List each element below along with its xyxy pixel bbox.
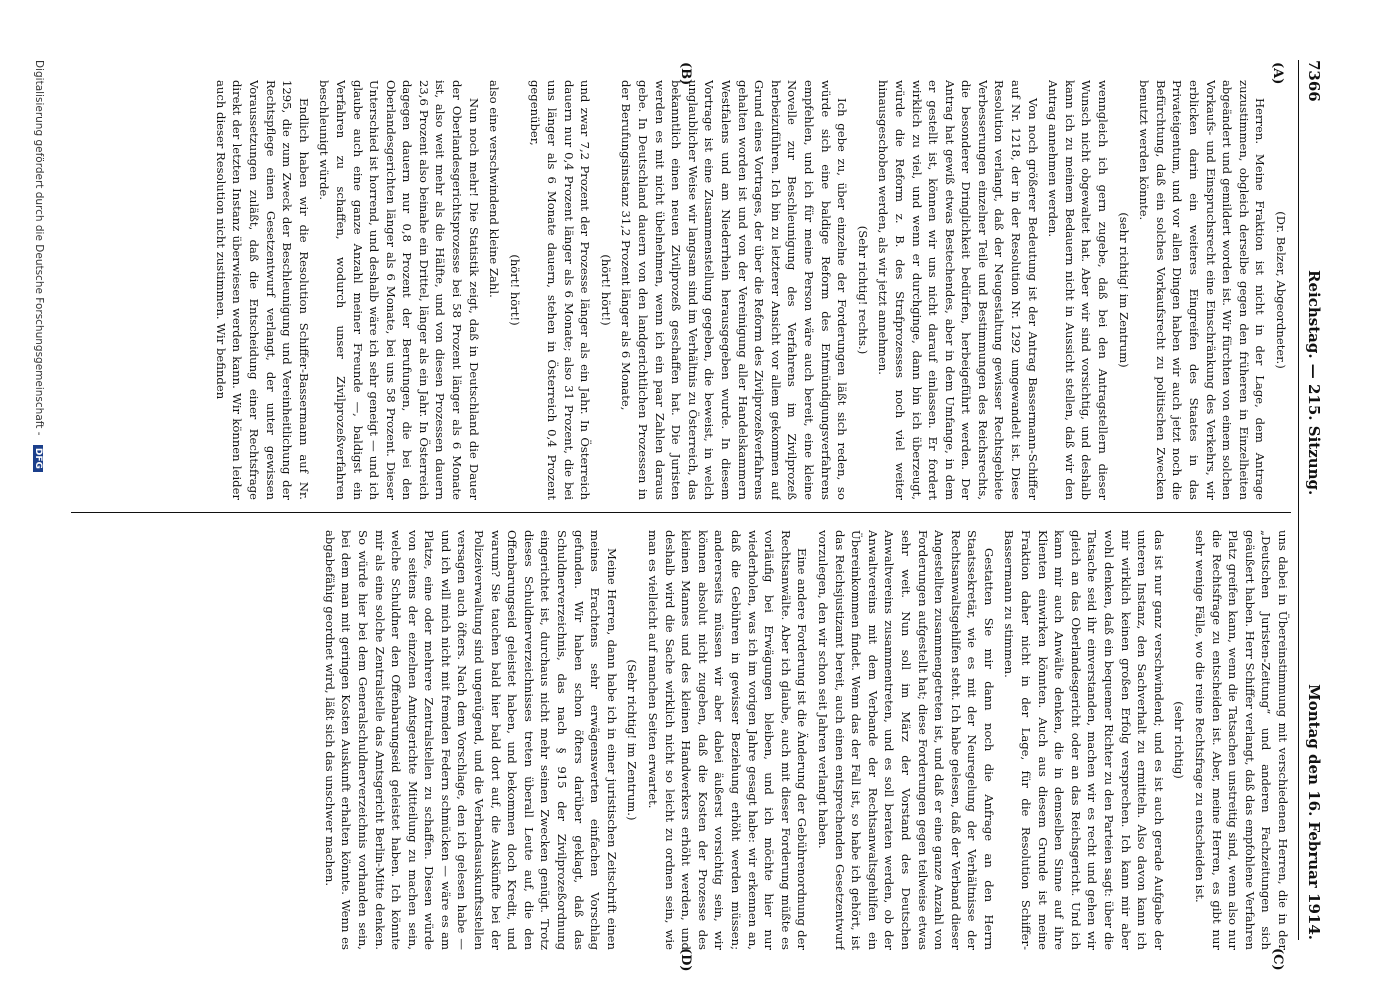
paragraph: wenngleich ich gern zugebe, daß bei den Antragstellern dieser Wunsch nicht obgewaltet hat. Aber wir sind vorsichtig, und deshalb kann ich zu meinem Bedauern nicht in Aussicht stellen, daß wir den Antrag annehmen werden. bbox=[1046, 80, 1111, 500]
paragraph: Von noch größerer Bedeutung ist der Antrag Bassermann-Schiffer auf Nr. 1218, der in der Resolution Nr. 1292 umgewandelt ist. Diese Resolution verlangt, daß der Neugestaltung gewisser Rechtsgebiete Verbesserungen einzelner Teile und Bestimmungen des Reichsrechts, die besonderer Dringlichkeit bedürfen, herbeigeführt werden. Der Antrag hat gewiß etwas Bestechendes, aber in dem Umfange, in dem er gestellt ist, können wir uns nicht darauf einlassen. Er fordert wirklich zu viel, und wenn er durchginge, dann bin ich überzeugt, würde die Reform z. B. des Strafprozesses noch viel weiter hinausgeschoben werden, als wir jetzt annehmen. bbox=[876, 80, 1040, 500]
paragraph: Gestatten Sie mir dann noch die Anfrage an den Herrn Staatssekretär, wie es mit der Neuregelung der Verhältnisse der Rechtsanwaltsgehilfen steht. Ich habe gelesen, daß der Verband dieser Angestellten zusammengetreten ist, und daß er eine ganze Anzahl von Forderungen aufgestellt hat; diese Forderungen gegen teilweise etwas sehr weit. Nun soll im März der Vorstand des Deutschen Anwaltvereins zusammentreten, und es soll beraten werden, ob der Anwaltvereins mit dem Verbande der Rechtsanwaltsgehilfen ein Übereinkommen findet. Wenn das der Fall ist, so habe ich gehört, ist das Reichsjustizamt bereit, auch einen entsprechenden Gesetzentwurf vorzulegen, den wir schon seit Jahren verlangt haben. bbox=[815, 530, 996, 950]
paragraph: Herren. Meine Fraktion ist nicht in der Lage, dem Antrage zuzustimmen, obgleich derselbe gegen den früheren in Einzelheiten abgeändert und gemildert worden ist. Wir fürchten von einem solchen Vorkaufs- und Einspruchsrecht eine Einschränkung des Verkehrs, wir erblicken darin ein weiteres Eingreifen des Staates in das Privateigentum, und vor allen Dingen haben wir auch jetzt noch die Befürchtung, daß ein solches Vorkaufsrecht zu politischen Zwecken benutzt werden könnte. bbox=[1137, 80, 1268, 500]
paragraph: Ich gebe zu, über einzelne der Forderungen läßt sich reden, so würde sich eine baldige Reform des Entmündigungsverfahrens empfehlen, und ich für meine Person wäre auch bereit, eine kleine Novelle zur Beschleunigung des Verfahrens im Zivilprozeß herbeizuführen. Ich bin zu letzterer Ansicht vor allem gekommen auf Grund eines Vortrages, der über die Reform des Zivilprozeßverfahrens gehalten worden ist und von der Vereinigung aller Handelskammern Westfalens und am Niederrhein herausgegeben wurde. In diesem Vortrage ist eine Zusammenstellung gegeben, die beweist, in welch unglaublicher Weise wir langsam sind im Verhältnis zu Österreich, das bekanntlich einen neuen Zivilprozeß geschaffen hat. Die Juristen werden es mit nicht übelnehmen, wenn ich ein paar Zahlen daraus gebe. In Deutschland dauern von den landgerichtlichen Prozessen in der Berufungsinstanz 31,2 Prozent länger als 6 Monate, bbox=[619, 80, 850, 500]
paragraph: Eine andere Forderung ist die Änderung der Gebührenordnung der Rechtsanwälte. Aber ich glaube, auch mit dieser Forderung müßte es vorläufig bei Erwägungen bleiben, und ich möchte hier nur wiederholen, was ich im vorigen Jahre gesagt habe: wir erkennen an, daß die Gebühren in gewisser Beziehung erhöht werden müssen; andererseits müssen wir aber dabei äußerst vorsichtig sein, wir können absolut nicht zugeben, daß die Kosten der Prozesse des kleinen Mannes und des kleinen Handwerkers erhöht werden, und deshalb wird die Sache wirklich nicht so leicht zu ordnen sein, wie man es vielleicht auf manchen Seiten erwartet. bbox=[646, 530, 810, 950]
digitization-footer bbox=[33, 60, 45, 940]
dfg-logo: DFG bbox=[33, 445, 43, 472]
footer-text: Digitalisierung gefördert durch die Deutsche Forschungsgemeinschaft - bbox=[33, 60, 45, 436]
interjection: (Sehr richtig! im Zentrum.) bbox=[625, 659, 640, 821]
interjection: (hört! hört!) bbox=[598, 254, 613, 326]
margin-marker-d: (D) bbox=[678, 948, 693, 972]
interjection: (Sehr richtig! rechts.) bbox=[855, 225, 870, 355]
interjection: (sehr richtig! im Zentrum) bbox=[1116, 212, 1131, 368]
right-column bbox=[81, 530, 1291, 950]
paragraph: und zwar 7,2 Prozent der Prozesse länger als ein Jahr. In Österreich dauern nur 0,4 Prozent länger als 6 Monate; also 31 Prozent, die bei uns länger als 6 Monate dauern, stehen in Österreich 0,4 Prozent gegenüber, bbox=[528, 80, 593, 500]
margin-marker-a: (A) bbox=[1270, 62, 1285, 85]
paragraph: uns dabei in Übereinstimmung mit verschiedenen Herren, die in der „Deutschen Juristen-Zeitung“ und anderen Fachzeitungen sich geäußert haben. Herr Schiffer verlangt, daß das empfohlene Verfahren Platz greifen kann, wenn die Tatsachen unstreitig sind, wenn also nur die Rechtsfrage zu entscheiden ist. Aber, meine Herren, es gibt nur sehr wenige Fälle, wo die reine Rechtsfrage zu entscheiden ist. bbox=[1193, 530, 1290, 950]
margin-marker-b: (B) bbox=[678, 62, 693, 86]
speaker-note: (Dr. Belzer, Abgeordneter.) bbox=[1274, 211, 1288, 369]
column-divider bbox=[71, 512, 1291, 513]
paragraph: Endlich haben wir die Resolution Schiffer-Bassermann auf Nr. 1295, die zum Zweck der Beschleunigung und Vereinheitlichung der Rechtspflege einen Gesetzentwurf verlangt, der unter gewissen Voraussetzungen zuläßt, daß die Entscheidung einer Rechtsfrage direkt der letzten Instanz überwiesen werden kann. Wir können leider auch dieser Resolution nicht zustimmen. Wir befinden bbox=[213, 80, 311, 500]
page-header bbox=[1298, 60, 1325, 940]
interjection: (sehr richtig) bbox=[1172, 701, 1187, 779]
page-number: 7366 bbox=[1305, 60, 1323, 102]
page-date: Montag den 16. Februar 1914. bbox=[1305, 684, 1323, 940]
left-column bbox=[81, 80, 1291, 500]
paragraph: das ist nur ganz verschwindend; und es ist auch gerade Aufgabe der unteren Instanz, den Sachverhalt zu ermitteln. Also davon kann ich mir wirklich keinen großen Erfolg versprechen. Ich kann mir aber wohl denken, daß ein bequemer Richter zu den Parteien sagt: über die Tatsache seid ihr einverstanden, machen wir es recht und gehen wir gleich an das Oberlandesgericht oder an das Reichsgericht. Und ich kann mir auch Anwälte denken, die in demselben Sinne auf ihre Klienten einwirken könnten. Auch aus diesem Grunde ist meine Fraktion daher nicht in der Lage, für die Resolution Schiffer-Bassermann zu stimmen. bbox=[1002, 530, 1166, 950]
paragraph: Nun noch mehr! Die Statistik zeigt, daß in Deutschland die Dauer der Oberlandesgerichtsprozesse bei 58 Prozent länger als 6 Monate ist, also weit mehr als die Hälfte, und von diesen Prozessen dauern 23,6 Prozent also beinahe ein Drittel, länger als ein Jahr. In Österreich dagegen dauern nur 0,8 Prozent der Berufungen, die bei den Oberlandesgerichten länger als 6 Monate, bei uns 58 Prozent. Dieser Unterschied ist horrend, und deshalb wäre ich sehr geneigt — und ich glaube auch eine ganze Anzahl meiner Freunde —, baldigst ein Verfahren zu schaffen, wodurch unser Zivilprozeßverfahren beschleunigt würde. bbox=[317, 80, 481, 500]
paragraph: Meine Herren, dann habe ich in einer juristischen Zeitschrift einen meines Erachtens sehr erwägenswerten einfachen Vorschlag gefunden. Wir haben schon öfters darüber geklagt, daß das Schuldnerverzeichnis, das nach § 915 der Zivilprozeßordnung eingerichtet ist, durchaus nicht mehr seinen Zwecken genügt. Trotz dieses Schuldnerverzeichnisses treten überall Leute auf, die den Offenbarungseid geleistet haben, und bekommen doch Kredit, und warum? Sie tauchen bald hier bald dort auf, die Auskünfte bei der Polizeiverwaltung sind ungenügend, und die Verbandsauskunftsstellen versagen auch öfters. Nach dem Vorschlage, den ich gelesen habe — und ich will mich nicht mit fremden Federn schmücken — wäre es am Platze, eine oder mehrere Zentralstellen zu schaffen. Diesen würde von seitens der einzelnen Amtsgerichte Mitteilung zu machen sein, welche Schuldner den Offenbarungseid geleistet haben. Ich könnte mir als eine solche Zentralstelle das Amtsgericht Berlin-Mitte denken. So würde hier bei dem Generalschuldnerverzeichnis vorhanden sein, bei dem man mit geringen Kosten Auskunft erhalten könnte. Wenn es abgabefähig geordnet wird, läßt sich das unschwer machen. bbox=[322, 530, 619, 950]
paragraph: also eine verschwindend kleine Zahl. bbox=[487, 80, 502, 298]
page-title: Reichstag. — 215. Sitzung. bbox=[1305, 270, 1323, 496]
interjection: (hört! hört!) bbox=[507, 254, 522, 326]
margin-marker-c: (C) bbox=[1270, 948, 1285, 971]
